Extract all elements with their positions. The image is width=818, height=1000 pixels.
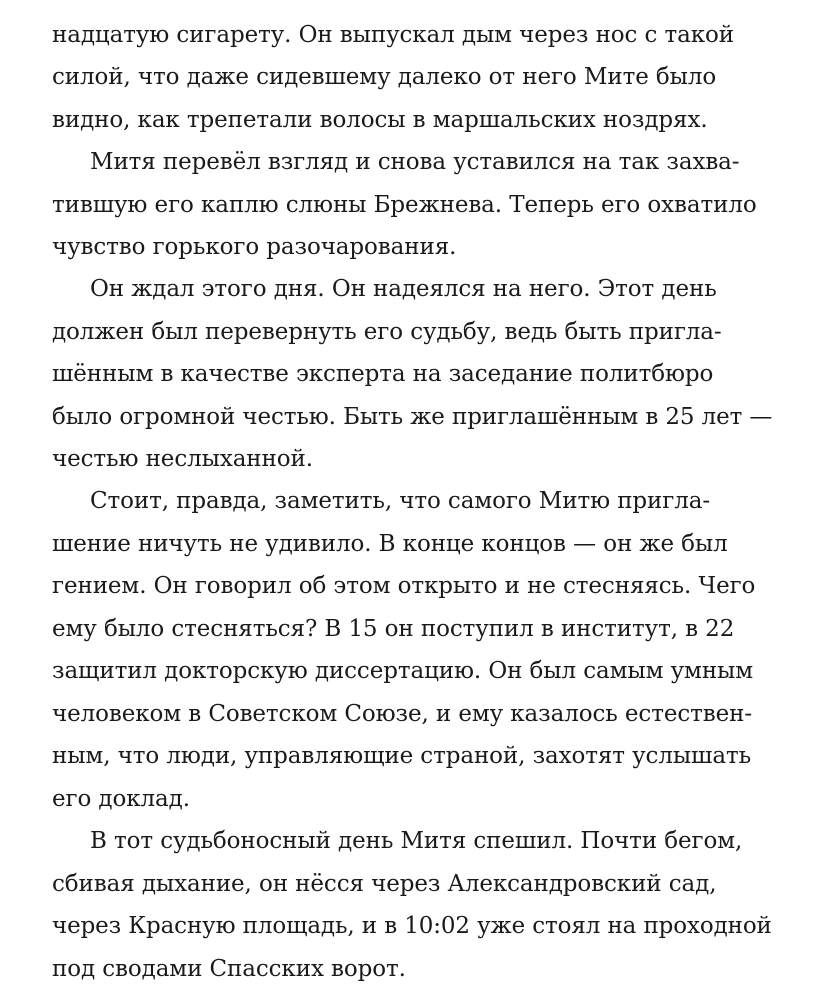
text-line: надцатую сигарету. Он выпускал дым через нос с такой [52, 22, 735, 48]
text-line: шение ничуть не удивило. В конце концов — он же был [52, 531, 728, 557]
paragraph-first-line: Он ждал этого дня. Он надеялся на него. Этот день [90, 276, 717, 302]
text-line: было огромной честью. Быть же приглашённым в 25 лет — [52, 404, 773, 430]
text-line: защитил докторскую диссертацию. Он был самым умным [52, 658, 754, 684]
paragraph-first-line: Стоит, правда, заметить, что самого Митю пригла- [90, 488, 711, 514]
text-line: должен был перевернуть его судьбу, ведь быть пригла- [52, 319, 722, 345]
text-line: гением. Он говорил об этом открыто и не стесняясь. Чего [52, 573, 756, 599]
text-line: силой, что даже сидевшему далеко от него Мите было [52, 64, 717, 90]
text-line: под сводами Спасских ворот. [52, 956, 406, 982]
text-line: его доклад. [52, 786, 190, 812]
text-line: через Красную площадь, и в 10:02 уже стоял на проходной [52, 913, 772, 939]
text-line: чувство горького разочарования. [52, 234, 457, 260]
text-line: ным, что люди, управляющие страной, захотят услышать [52, 743, 751, 769]
text-line: человеком в Советском Союзе, и ему казалось естествен- [52, 701, 752, 727]
text-line: видно, как трепетали волосы в маршальских ноздрях. [52, 107, 708, 133]
text-line: ему было стесняться? В 15 он поступил в институт, в 22 [52, 616, 735, 642]
paragraph-first-line: Митя перевёл взгляд и снова уставился на так захва- [90, 149, 740, 175]
text-line: тившую его каплю слюны Брежнева. Теперь его охватило [52, 192, 757, 218]
paragraph-first-line: В тот судьбоносный день Митя спешил. Почти бегом, [90, 828, 743, 854]
text-line: честью неслыханной. [52, 446, 313, 472]
text-line: сбивая дыхание, он нёсся через Александровский сад, [52, 871, 717, 897]
text-line: шённым в качестве эксперта на заседание политбюро [52, 361, 714, 387]
